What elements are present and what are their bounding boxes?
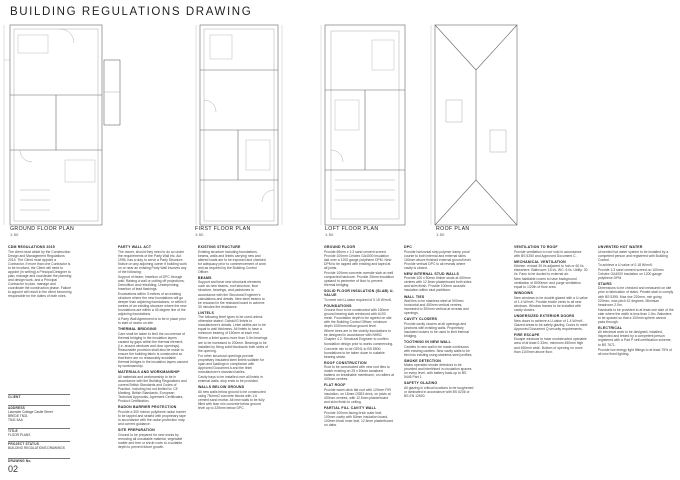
spec-paragraph: Provide 100mm concrete oversite slab on well compacted hardcore. Provide 25mm insulation upstand to perimeter of floor to prevent thermal bridging. — [324, 270, 394, 287]
spec-paragraph: Handrails to be provided to at least one side of the stair where the width is less than 1.0m. Balusters to be spaced so that a 100mm sphere cannot pass through. — [598, 307, 674, 324]
spec-paragraph: New habitable rooms to have background ventilation of 8000mm² and purge ventilation equal to 1/20th of floor area. — [514, 277, 581, 290]
spec-heading: EXISTING STRUCTURE — [198, 245, 241, 249]
spec-paragraph: Provide 65mm x 1:3 sand cement screed. Provide 100mm Celotex GA4000 insulation laid over a 1200 gauge polythene DPM. New DPM to be lapped with existing and taped at all joints. — [324, 249, 392, 270]
spec-heading: UNVENTED HOT WATER — [598, 245, 643, 249]
spec-heading: TOOTHING IN NEW WALL — [404, 339, 451, 344]
spec-heading: PARTY WALL ACT — [118, 245, 152, 249]
spec-heading: WALL TIES — [404, 294, 425, 299]
client-block: CLIENT — [8, 395, 21, 399]
spec-heading: WINDOWS — [514, 291, 534, 296]
spec-heading: FLAT ROOF — [324, 383, 346, 388]
spec-paragraph: Provide a 300 micron polythene radon barrier to be lapped and sealed with proprietary tape in accordance with the radon protection map and current guidance. — [118, 409, 187, 426]
spec-paragraph: Wall ties to be stainless steel at 900mm horizontal and 450mm vertical centres, increased to 300mm vertical at reveals and openings. — [404, 299, 469, 316]
spec-paragraph: Ground to be prepared for new works by removing all unsuitable material, vegetable matter and tree or shrub roots to a suitable depth to prevent future growth. — [118, 432, 183, 449]
spec-heading: SITE PREPARATION — [118, 427, 155, 432]
spec-heading: LINTELS — [198, 310, 214, 315]
spec-paragraph: For other structural openings provide proprietary insulated steel lintels suitable for span and loadings in compliance with Approved Document A and the lintel manufacturer's standard tables. — [198, 353, 264, 374]
spec-paragraph: Existing structure including foundations, beams, walls and lintels carrying new and altered loads are to be exposed and checked for adequacy prior to commencement of work and as required by the Building Control Officer. — [198, 249, 267, 274]
drawing-title: BUILDING REGULATIONS DRAWING — [10, 6, 253, 18]
title-block: TITLE FLOOR PLANS — [8, 429, 31, 437]
spec-paragraph: Support and bear new structural elements such as new beams, roof structure, floor structure, bearings, and padstones in accordance with the Structural Engineer's calculations and details. New steel beams to be encased in fire resistant board to achieve 30 minutes fire resistance. — [198, 280, 265, 309]
plan-label-roof: ROOF PLAN 1:50 — [436, 226, 470, 237]
spec-heading: SAFETY GLAZING — [404, 381, 438, 386]
spec-paragraph: Unvented hot water system to be installed by a competent person and registered with Building Control. — [598, 249, 669, 262]
spec-paragraph: Escape windows to have unobstructed openable area of at least 0.33m², minimum 450mm high and 450mm wide. Bottom of opening no more than 1100mm above floor. — [514, 337, 587, 354]
spec-heading: PARTIAL FILL CAVITY WALL — [324, 406, 377, 411]
spec-paragraph: Excavations within 3 metres of an existing structure where the new foundations will go deeper than adjoining foundations, or within 6 metres of an existing structure where the new foundations are within a 45 degree line of the adjoining foundations. — [118, 292, 187, 317]
spec-paragraph: To achieve a U-value of 0.18 W/m²K. — [598, 262, 654, 267]
spec-paragraph: New windows to be double glazed with a U-value of 1.4 W/m²K. Provide trickle vents to all new windows. Window frames to be installed with cavity closers. — [514, 296, 588, 313]
spec-paragraph: Roof to be constructed with new roof tiles to match existing on 25 x 50mm tanalised battens on breathable membrane, on rafters at 400mm centres. — [324, 365, 394, 382]
spec-paragraph: Concrete mix to be GEN1 to BS 8500; foundations to be taken down to suitable bearing strata. — [324, 346, 385, 359]
spec-column-3 — [324, 243, 394, 477]
address-block: ADDRESS Lavender Cottage Castle Street BREDE TN31 TN31 6AA — [8, 406, 53, 422]
spec-heading: WALLS BELOW GROUND — [198, 385, 245, 389]
first-floor-plan — [196, 25, 282, 225]
spec-paragraph: Ground floor to be constructed with 150mm ground bearing slab reinforced with A193 mesh. Foundation depth to be agreed on site with the Building Control Officer; minimum depth 1000mm below ground level. — [324, 308, 392, 329]
spec-heading: SOLID FLOOR INSULATION (SLAB) U-VALUE — [324, 288, 394, 298]
loft-floor-plan — [321, 25, 405, 225]
spec-paragraph: Provide ventilation to roof void in accordance with BS 5250 and Approved Document C. — [514, 249, 582, 258]
spec-column-5 — [514, 243, 588, 477]
spec-heading: VENTILATION TO ROOF — [514, 245, 558, 249]
spec-heading: NEW INTERNAL STUD WALLS — [404, 271, 460, 276]
spec-paragraph: New doors to achieve a U-value of 1.4 W/m²K. Glazed areas to be safety glazing. Doors to meet Approved Document Q security requirements. — [514, 318, 588, 331]
spec-heading: MECHANICAL VENTILATION — [514, 259, 566, 264]
spec-heading: FOUNDATIONS — [324, 303, 352, 308]
spec-paragraph: The owner, should they need to do so under the requirements of the Party Wall etc. Act 1996, has a duty to serve a Party Structure Notice on any adjoining owner if building work on or near an existing Party Wall involves any of the following: — [118, 249, 187, 274]
spec-heading: THERMAL BRIDGING — [118, 327, 157, 332]
spec-paragraph: All materials and workmanship to be in accordance with the Building Regulations and current British Standards and Codes of Practice, including but not limited to: CE Marking, British Standards, European Technical Approvals, Agrément Certificates, Product Certification. — [118, 374, 187, 404]
spec-heading: STAIRS — [598, 281, 612, 286]
spec-paragraph: Dimensions to be checked and measured on site prior to fabrication of stairs. Private stair to comply with BS 5395. Max rise 220mm, min going 220mm, max pitch 42 degrees. Minimum headroom 2.0m. — [598, 286, 674, 307]
spec-heading: MATERIALS AND WORKMANSHIP — [118, 370, 180, 375]
spec-paragraph: Provide 100 x 50mm timber studs at 400mm centres with 12.5mm plasterboard both sides and skim finish. Provide 100mm acoustic insulation within stud partitions. — [404, 276, 472, 293]
spec-heading: UNDERSIZED EXTERIOR DOORS — [514, 314, 575, 319]
plan-label-ground: GROUND FLOOR PLAN 1:50 — [10, 226, 75, 237]
spec-heading: GROUND FLOOR — [324, 245, 356, 249]
spec-paragraph: Provide horizontal strip polymer damp proof course to both internal and external skins 150mm above finished external ground level. Provide vertical DPC to all reveals where cavity is closed. — [404, 249, 472, 270]
spec-paragraph: Where a lintel spans more than 3.0m bearings are to be increased to 200mm. Bearings to be installed by fixing solid blockwork both sides of the opening. — [198, 336, 268, 353]
spec-paragraph: Provide 100mm facing brick outer leaf, 100mm cavity with 50mm insulation board, 100mm block inner leaf, 12.5mm plasterboard on dabs. — [324, 410, 393, 427]
spec-paragraph: The following lintel types to be used unless otherwise stated: Catnic/IG lintels to manufacturer's details. Lintel widths are to be equal to wall thickness. All lintels to have a minimum bearing of 150mm at each end. — [198, 315, 266, 336]
spec-paragraph: To meet min U-value required of 0.18 W/m²K. — [324, 297, 393, 302]
spec-paragraph: Cavity trays to be installed over all lintels in external walls, stop ends to be provided. — [198, 374, 263, 383]
drawing-number-block: DRAWING No. 02 — [8, 459, 32, 474]
spec-paragraph: Cavities in new wall to be made continuous with existing cavities. New cavity walls to be tied into existing using stainless steel profiles. — [404, 344, 473, 357]
spec-column-2 — [198, 243, 268, 477]
spec-heading: BEAMS — [198, 275, 212, 280]
spec-paragraph: Mains operated smoke detectors to be provided and interlinked in circulation spaces on every level, with battery back-up to BS 5446 Part 1. — [404, 363, 472, 380]
spec-heading: FIRE ESCAPE — [514, 332, 540, 337]
spec-heading: RADON BARRIER PROTECTION — [118, 405, 177, 410]
spec-heading: ELECTRICAL — [598, 325, 623, 330]
plan-label-loft: LOFT FLOOR PLAN 1:50 — [325, 226, 379, 237]
spec-paragraph: Support of beam; Insertion of DPC through wall; Raising a wall or cutting off projections; Demolition and rebuilding; Underpinning; Insertion of lead flashings. — [118, 274, 185, 291]
cdm-notes: CDM REGULATIONS 2015 The client must abide by the Construction Design and Management Regulations 2015. The Client must appoint a Contractor. If more than one Contractor is to be involved, the Client will need to appoint (in writing) a Principal Designer to plan, manage and coordinate the planning and design work, and a Principal Contractor to plan, manage and coordinate the construction phase. Failure to appoint will result in the client becoming responsible for the duties of both roles. — [8, 245, 72, 299]
spec-heading: ROOF CONSTRUCTION — [324, 360, 367, 365]
ground-floor-plan — [4, 25, 120, 225]
spec-paragraph: All glazing in critical locations to be toughened or laminated in accordance with BS 6206 or BS EN 12600. — [404, 385, 474, 399]
spec-paragraph: Care shall be taken to limit the occurrence of thermal bridging in the insulation layers caused by gaps within the thermal element, (i.e. around windows and door openings). Reasonable provision shall also be made to ensure the building fabric is constructed so that there are no reasonably avoidable thermal bridges in the insulation layers caused by workmanship. — [118, 331, 188, 369]
spec-paragraph: All new walls below ground to be constructed using 7N/mm2 concrete blocks with 1:6 cement:sand mortar. All new walls to be fully filled with lean mix concrete below ground level up to 225mm below DPC. — [198, 389, 266, 410]
spec-paragraph: Provide warm deck flat roof with 120mm PIR insulation, on 18mm OSB3 deck, on joists at 400mm centres, with 12.5mm plasterboard and skim finish to ceiling. — [324, 388, 391, 405]
spec-heading: DPC — [404, 245, 412, 249]
spec-column-6 — [598, 243, 674, 477]
spec-column-1 — [118, 243, 188, 477]
spec-paragraph: Provide cavity closers at all openings and junctions with existing walls. Proprietary insulated closers to be used to limit thermal bridging. — [404, 321, 470, 338]
spec-heading: SMOKE DETECTION — [404, 358, 442, 363]
spec-paragraph: A Party Wall Agreement is to be in place prior to start of works on site. — [118, 317, 186, 326]
spec-column-4 — [404, 243, 474, 477]
spec-heading: CAVITY CLOSERS — [404, 317, 438, 322]
spec-paragraph: Provide low energy light fittings to at least 75% of all new fixed lighting. — [598, 347, 672, 356]
spec-paragraph: Provide 1:3 sand cement screed on 100mm Celotex GA4000 insulation on 1200 gauge polythene DPM. — [598, 267, 664, 280]
roof-plan — [431, 25, 517, 225]
spec-paragraph: Where trees are in the vicinity foundations to be designed in accordance with NHBC Chapter 4.2. Structural Engineer to confirm foundation design prior to works commencing. — [324, 329, 394, 346]
spec-paragraph: Kitchen: extract 30 l/s adjacent to hob or 60 l/s elsewhere. Bathroom: 15 l/s. WC: 6 l/s. Utility: 30 l/s. Fans to be ducted to external air. — [514, 264, 588, 277]
plan-label-first: FIRST FLOOR PLAN 1:50 — [195, 226, 251, 237]
spec-paragraph: All electrical work to be designed, installed, inspected and tested by a competent person registered with a Part P self-certification scheme, to BS 7671. — [598, 330, 672, 347]
project-status-block: PROJECT STATUS BUILDING REGULATIONS DRAWINGS — [8, 442, 65, 450]
